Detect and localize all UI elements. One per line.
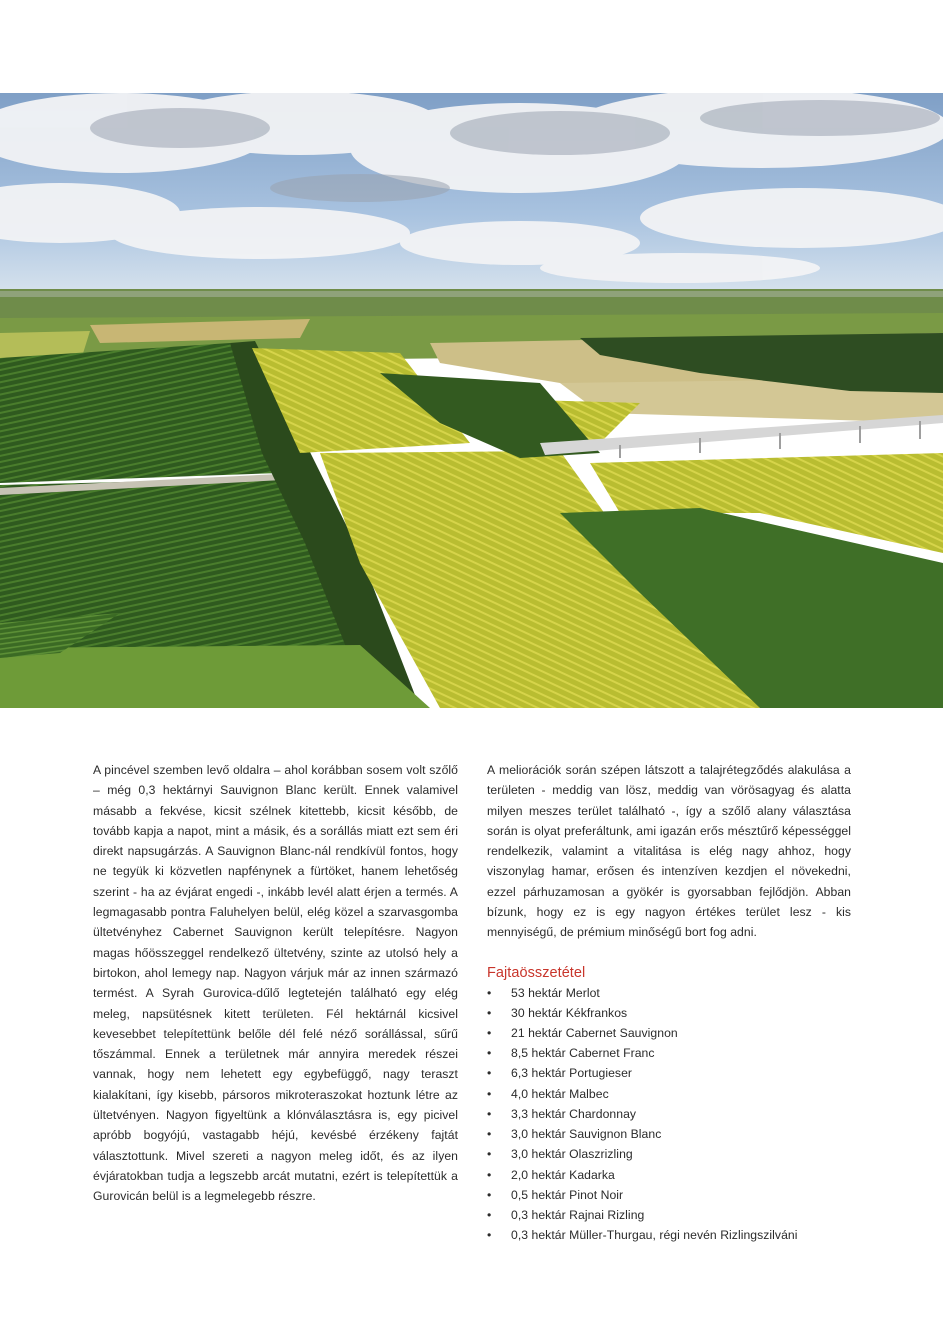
- left-column: [93, 760, 458, 1207]
- list-item: • 0,5 hektár Pinot Noir: [487, 1185, 851, 1205]
- right-column: [487, 760, 851, 1245]
- list-item: • 0,3 hektár Müller-Thurgau, régi nevén Rizlingszilváni: [487, 1225, 851, 1245]
- list-item: • 30 hektár Kékfrankos: [487, 1003, 851, 1023]
- list-item: • 3,3 hektár Chardonnay: [487, 1104, 851, 1124]
- list-item: • 3,0 hektár Olaszrizling: [487, 1144, 851, 1164]
- list-item: • 2,0 hektár Kadarka: [487, 1165, 851, 1185]
- variety-list: [487, 983, 851, 1246]
- left-paragraph: A pincével szemben levő oldalra – ahol korábban sosem volt szőlő – még 0,3 hektárnyi Sauvignon Blanc került. Ennek valamivel másabb a fekvése, kicsit szélnek kitettebb, kicsit később, de tovább kapja a napot, mint a másik, és a sorállás miatt ezt sem éri direkt napsugárzás. A Sauvignon Blanc-nál rendkívül fontos, hogy ne tegyük ki közvetlen napfénynek a fürtöket, hanem lehetőség szerint - ha az évjárat engedi -, inkább levél alatt érjen a termés. A legmagasabb pontra Faluhelyen belül, elég közel a szarvasgomba ültetvényhez Cabernet Sauvignon került telepítésre. Nagyon magas hőösszeggel rendelkező ültetvény, szinte az utolsó hely a birtokon, ahol lemegy nap. Nagyon várjuk már az innen származó termést. A Syrah Gurovica-dűlő legtetején található egy elég meleg, napsütésnek kitett területen. Fél hektárnál kicsivel kevesebbet telepítettünk belőle dél felé néző sorállással, sűrű tőszámmal. Ennek a területnek már annyira meredek részei vannak, hogy nem lehetett egy egybefüggő, nagy teraszt kialakítani, így kisebb, pársoros mikroteraszokat hoztunk létre az ültetvényen. Nagyon figyeltünk a klónválasztásra is, egy picivel apróbb bogyójú, vastagabb héjú, kevésbé érzékeny fajtát választottunk. Mivel szereti a nagyon meleg időt, és az ilyen évjáratokban tudja a legszebb arcát mutatni, ezért is telepítettük a Gurovicán belül is a legmelegebb részre.: [93, 763, 458, 1204]
- list-item: • 3,0 hektár Sauvignon Blanc: [487, 1124, 851, 1144]
- list-item: • 6,3 hektár Portugieser: [487, 1063, 851, 1083]
- list-item: • 21 hektár Cabernet Sauvignon: [487, 1023, 851, 1043]
- variety-heading: Fajtaösszetétel: [487, 964, 586, 981]
- list-item: • 53 hektár Merlot: [487, 983, 851, 1003]
- list-item: • 0,3 hektár Rajnai Rizling: [487, 1205, 851, 1225]
- list-item: • 4,0 hektár Malbec: [487, 1084, 851, 1104]
- landscape-illustration: [0, 93, 943, 708]
- right-paragraph: A meliorációk során szépen látszott a talajrétegződés alakulása a területen - meddig van lösz, meddig van vörösagyag és alatta milyen meszes terület található -, így a szőlő alany választása során is olyat preferáltunk, ami igazán erős mésztűrő képességgel rendelkezik, valamint a vitalitása is elég nagy ahhoz, hogy viszonylag hamar, erősen és intenzíven kezdjen el növekedni, ezzel párhuzamosan a gyökér is gyorsabban fejlődjön. Abban bízunk, hogy ez is egy nagyon értékes terület lesz - kis mennyiségű, de prémium minőségű bort fog adni.: [487, 763, 851, 940]
- list-item: • 8,5 hektár Cabernet Franc: [487, 1043, 851, 1063]
- aerial-vineyard-photo: [0, 93, 943, 708]
